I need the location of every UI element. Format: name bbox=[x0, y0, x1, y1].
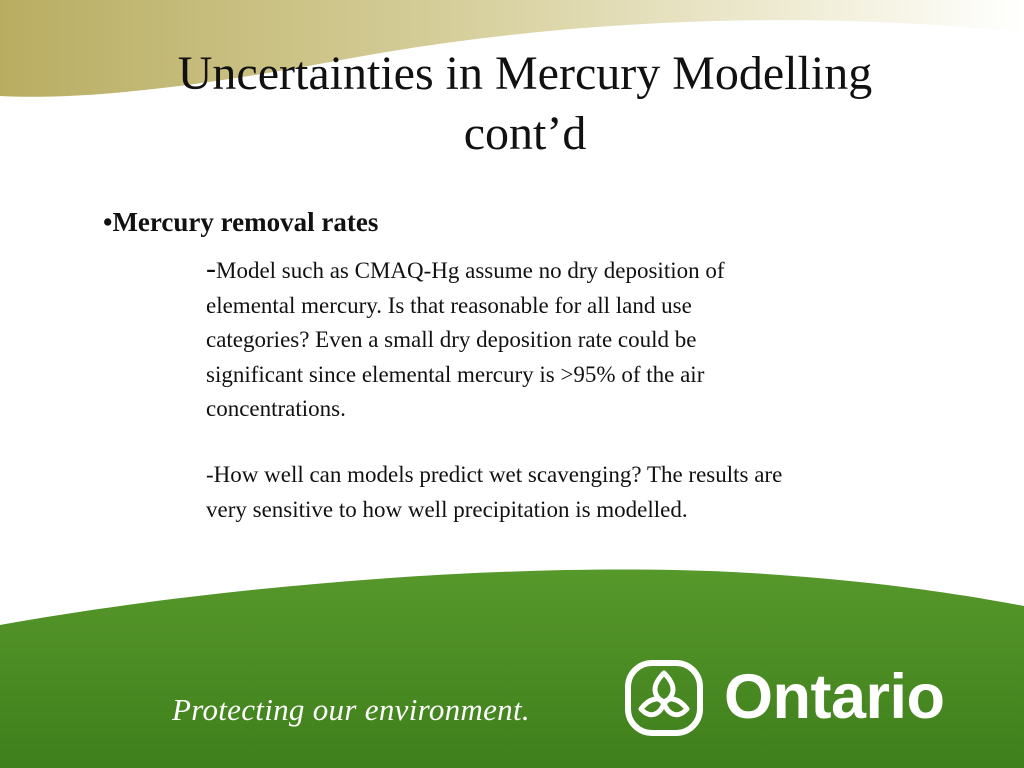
paragraph1-line: categories? Even a small dry deposition rate could be bbox=[206, 327, 697, 352]
paragraph1-line: concentrations. bbox=[206, 396, 346, 421]
trillium-icon bbox=[624, 659, 704, 737]
paragraph1-dash: - bbox=[206, 252, 216, 285]
paragraph-dry-deposition bbox=[206, 252, 936, 427]
heading-text: Mercury removal rates bbox=[112, 207, 379, 237]
paragraph1-line: elemental mercury. Is that reasonable for all land use bbox=[206, 292, 692, 318]
paragraph1-line-text: Model such as CMAQ-Hg assume no dry deposition of bbox=[216, 258, 725, 283]
ontario-logo-text: Ontario bbox=[724, 662, 945, 732]
paragraph-wet-scavenging bbox=[206, 458, 936, 527]
paragraph2-line: -How well can models predict wet scavenging? The results are bbox=[206, 462, 783, 487]
bullet-heading bbox=[103, 207, 378, 238]
bullet-marker: • bbox=[103, 207, 113, 237]
title-line-2: cont’d bbox=[463, 107, 587, 160]
paragraph1-line: significant since elemental mercury is >95% of the air bbox=[206, 361, 705, 387]
slide-title bbox=[60, 44, 990, 164]
title-line-1: Uncertainties in Mercury Modelling bbox=[177, 47, 873, 100]
paragraph1-line bbox=[206, 252, 936, 289]
paragraph2-line: very sensitive to how well precipitation is modelled. bbox=[206, 496, 688, 522]
footer-tagline: Protecting our environment. bbox=[172, 692, 530, 727]
